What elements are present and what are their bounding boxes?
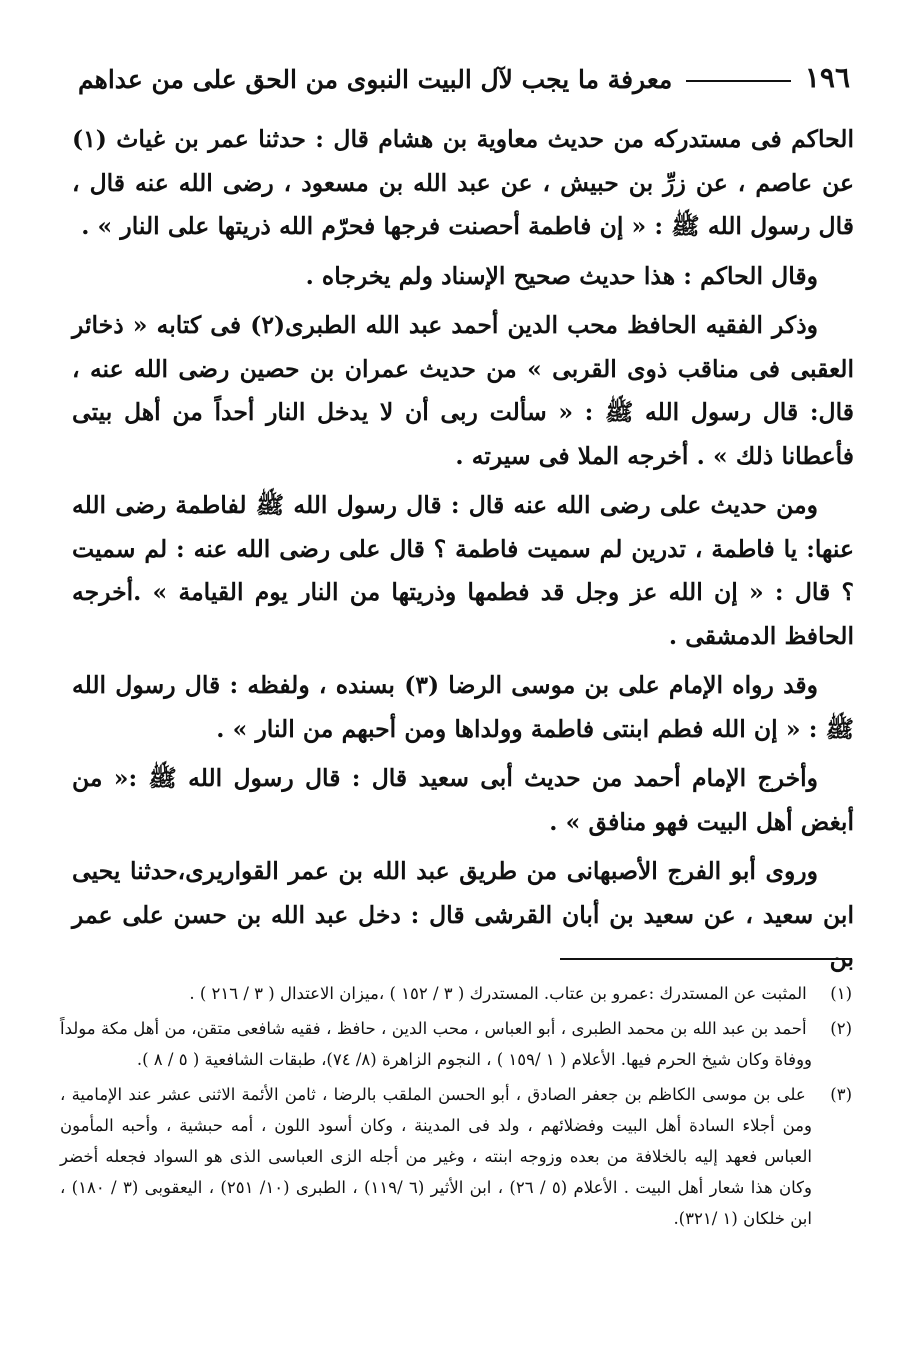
paragraph: وقد رواه الإمام على بن موسى الرضا (٣) بسنده ، ولفظه : قال رسول الله ﷺ : « إن الله فطم ابنتى فاطمة وولداها ومن أحبهم من النار » .	[72, 671, 854, 743]
footnote-text: المثبت عن المستدرك :عمرو بن عتاب. المستدرك ( ٣ / ١٥٢ ) ،ميزان الاعتدال ( ٣ / ٢١٦ ) .	[189, 984, 807, 1003]
paragraph: وروى أبو الفرج الأصبهانى من طريق عبد الله بن عمر القواريرى،حدثنا يحيى ابن سعيد ، عن سعيد بن أبان القرشى قال : دخل عبد الله بن حسن على عمر بن	[72, 857, 854, 972]
page-header	[78, 54, 850, 94]
header-rule	[686, 80, 791, 82]
page-number: ١٩٦	[804, 61, 850, 94]
footnote	[60, 1013, 852, 1075]
footnotes	[60, 978, 852, 1238]
running-title: معرفة ما يجب لآل البيت النبوى من الحق على من عداهم	[78, 65, 673, 94]
footnote-number: (٢)	[830, 1019, 852, 1038]
footnote-text: على بن موسى الكاظم بن جعفر الصادق ، أبو الحسن الملقب بالرضا ، ثامن الأئمة الاثنى عشر عند الإمامية ، ومن أجلاء السادة أهل البيت وفضلائهم ، ولد فى المدينة ، وكان أسود اللون ، أمه حبشية ، وأحبه المأمون العباس فعهد إليه بالخلافة من بعده وزوجه ابنته ، وغير من أجله الزى العباسى الذى هو السواد فجعله أخضر وكان هذا شعار أهل البيت . الأعلام (٥ / ٢٦) ، ابن الأثير (٦ /١١٩) ، الطبرى (١٠/ ٢٥١) ، اليعقوبى (٣ / ١٨٠) ، ابن خلكان (١ /٣٢١).	[60, 1085, 812, 1228]
paragraph: وأخرج الإمام أحمد من حديث أبى سعيد قال : قال رسول الله ﷺ :« من أبغض أهل البيت فهو منافق » .	[72, 764, 854, 836]
paragraph: الحاكم فى مستدركه من حديث معاوية بن هشام قال : حدثنا عمر بن غياث (١) عن عاصم ، عن زرِّ بن حبيش ، عن عبد الله بن مسعود ، رضى الله عنه قال ، قال رسول الله ﷺ : « إن فاطمة أحصنت فرجها فحرّم الله ذريتها على النار » .	[72, 125, 854, 240]
paragraph: وقال الحاكم : هذا حديث صحيح الإسناد ولم يخرجاه .	[305, 261, 818, 290]
footnote	[60, 978, 852, 1009]
footnote-divider	[560, 958, 852, 960]
footnote-number: (١)	[830, 984, 852, 1003]
footnote-number: (٣)	[830, 1085, 852, 1104]
main-text	[72, 118, 854, 987]
footnote	[60, 1079, 852, 1234]
paragraph: ومن حديث على رضى الله عنه قال : قال رسول الله ﷺ لفاطمة رضى الله عنها: يا فاطمة ، تدرين لم سميت فاطمة ؟ قال على رضى الله عنه : لم سميت ؟ قال : « إن الله عز وجل قد فطمها وذريتها من النار يوم القيامة » .أخرجه الحافظ الدمشقى .	[72, 491, 854, 650]
paragraph: وذكر الفقيه الحافظ محب الدين أحمد عبد الله الطبرى(٢) فى كتابه « ذخائر العقبى فى مناقب ذوى القربى » من حديث عمران بن حصين رضى الله عنه ، قال: قال رسول الله ﷺ : « سألت ربى أن لا يدخل النار أحداً من أهل بيتى فأعطانا ذلك » . أخرجه الملا فى سيرته .	[72, 311, 854, 470]
footnote-text: أحمد بن عبد الله بن محمد الطبرى ، أبو العباس ، محب الدين ، حافظ ، فقيه شافعى متقن، من أهل مكة مولداً ووفاة وكان شيخ الحرم فيها. الأعلام ( ١ /١٥٩ ) ، النجوم الزاهرة (٨/ ٧٤)، طبقات الشافعية ( ٥ / ٨ ).	[60, 1019, 812, 1069]
